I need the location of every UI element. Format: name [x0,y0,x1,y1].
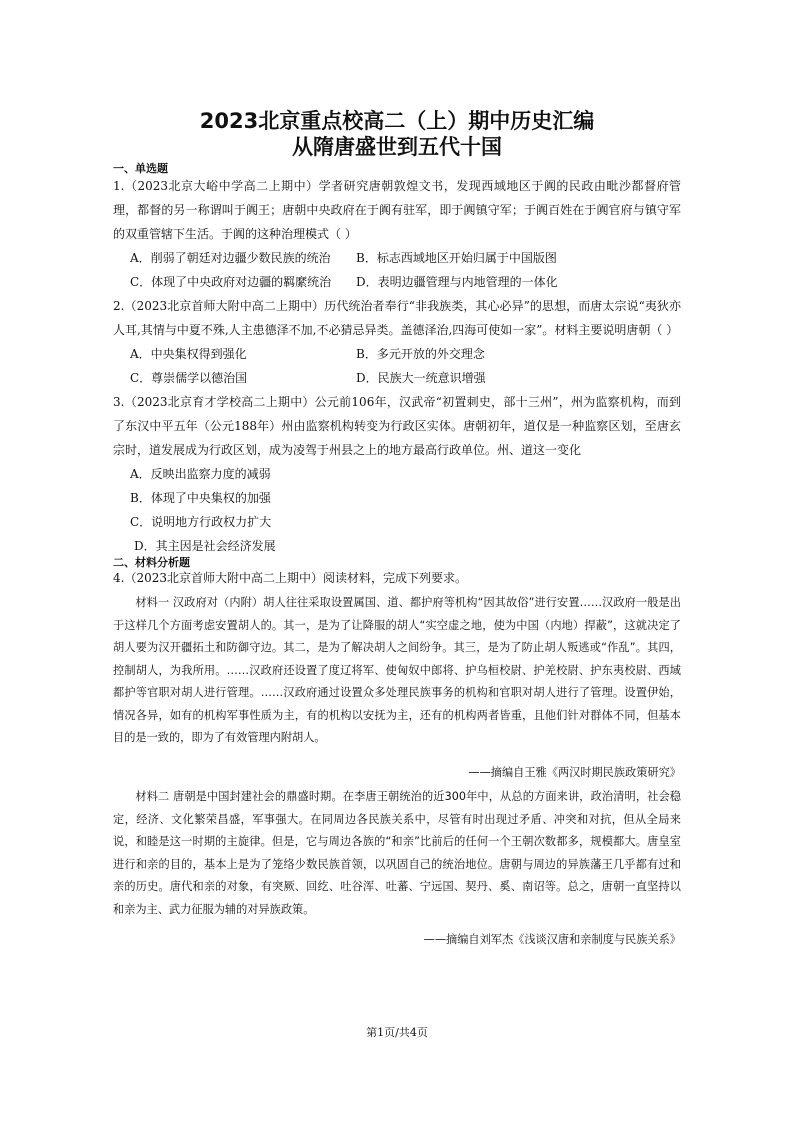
material-2-text: 材料二 唐朝是中国封建社会的鼎盛时期。在李唐王朝统治的近300年中，从总的方面来讲，政治清明，社会稳定，经济、文化繁荣昌盛，军事强大。在同周边各民族关系中，尽管有时出现过矛盾、冲突和对抗，但从全局来说，和睦是这一时期的主旋律。但是，它与周边各族的“和亲”比前后的任何一个王朝次数都多，规模都大。唐皇室进行和亲的目的，基本上是为了笼络少数民族首领，以巩固自己的统治地位。唐朝与周边的异族藩王几乎都有过和亲的历史。唐代和亲的对象，有突厥、回纥、吐谷浑、吐蕃、宁远国、契丹、奚、南诏等。总之，唐朝一直坚持以和亲为主、武力征服为辅的对异族政策。 [113,790,681,916]
question-1-option-c: C．体现了中央政府对边疆的羁縻统治 [130,275,332,289]
document-title: 2023北京重点校高二（上）期中历史汇编 [199,109,595,133]
section-heading-single-choice: 一、单选题 [113,162,168,175]
question-3-option-d: D．其主因是社会经济发展 [134,539,276,553]
question-4-stem: 4.（2023北京首师大附中高二上期中）阅读材料，完成下列要求。 [113,571,467,585]
question-3-stem: 3.（2023北京育才学校高二上期中）公元前106年，汉武帝“初置刺史，部十三州”，州为监察机构，而到了东汉中平五年（公元188年）州由监察机构转变为行政区实体。唐朝初年，道仅是一种监察区划，至唐玄宗时，道发展成为行政区划，成为凌驾于州县之上的地方最高行政单位。州、道这一变化 [113,395,681,457]
question-2-option-d: D．民族大一统意识增强 [356,371,486,385]
question-2-stem: 2.（2023北京首师大附中高二上期中）历代统治者奉行“非我族类，其心必异”的思想，而唐太宗说“夷狄亦人耳,其情与中夏不殊,人主患德泽不加,不必猜忌异类。盖德泽治,四海可使如一家”。材料主要说明唐朝（ ） [113,299,681,337]
question-3-option-b: B．体现了中央集权的加强 [130,491,271,505]
question-1-stem: 1.（2023北京大峪中学高二上期中）学者研究唐朝敦煌文书，发现西域地区于阗的民政由毗沙都督府管理，都督的另一称谓叫于阗王；唐朝中央政府在于阗有驻军，即于阗镇守军；于阗百姓在于阗官府与镇守军的双重管辖下生活。于阗的这种治理模式（ ） [113,179,681,241]
question-2-option-c: C．尊崇儒学以德治国 [130,371,248,385]
question-2-option-b: B．多元开放的外交理念 [356,347,485,361]
question-3-option-a: A．反映出监察力度的减弱 [130,467,271,481]
document-subtitle: 从隋唐盛世到五代十国 [292,135,502,159]
material-2-source: ——摘编自刘军杰《浅谈汉唐和亲制度与民族关系》 [423,933,681,946]
question-3-option-c: C．说明地方行政权力扩大 [130,515,272,529]
question-1-option-b: B．标志西域地区开始归属于中国版图 [356,251,557,265]
page-number: 第1页/共4页 [366,1026,428,1039]
material-1-source: ——摘编自王雅《两汉时期民族政策研究》 [468,766,681,779]
question-1-option-d: D．表明边疆管理与内地管理的一体化 [356,275,558,289]
material-1-text: 材料一 汉政府对（内附）胡人往往采取设置属国、道、都护府等机构“因其故俗”进行安置……汉政府一般是出于这样几个方面考虑安置胡人的。其一，是为了让降服的胡人“实空虚之地，使为中国（内地）捍蔽”，这就决定了胡人要为汉开疆拓土和防御守边。其二，是为了解决胡人之间纷争。其三，是为了防止胡人叛逃或“作乱”。其四，控制胡人，为我所用。……汉政府还设置了度辽将军、使匈奴中郎将、护乌桓校尉、护羌校尉、护东夷校尉、西域都护等官职对胡人进行管理。……汉政府通过设置众多处理民族事务的机构和官职对胡人进行了管理。设置伊始，情况各异，如有的机构军事性质为主，有的机构以安抚为主，还有的机构两者皆重，且他们针对群体不同，但基本目的是一致的，即为了有效管理内附胡人。 [113,596,681,744]
section-heading-material-analysis: 二、材料分析题 [113,556,190,569]
question-1-option-a: A．削弱了朝廷对边疆少数民族的统治 [130,251,331,265]
question-2-option-a: A．中央集权得到强化 [130,347,247,361]
